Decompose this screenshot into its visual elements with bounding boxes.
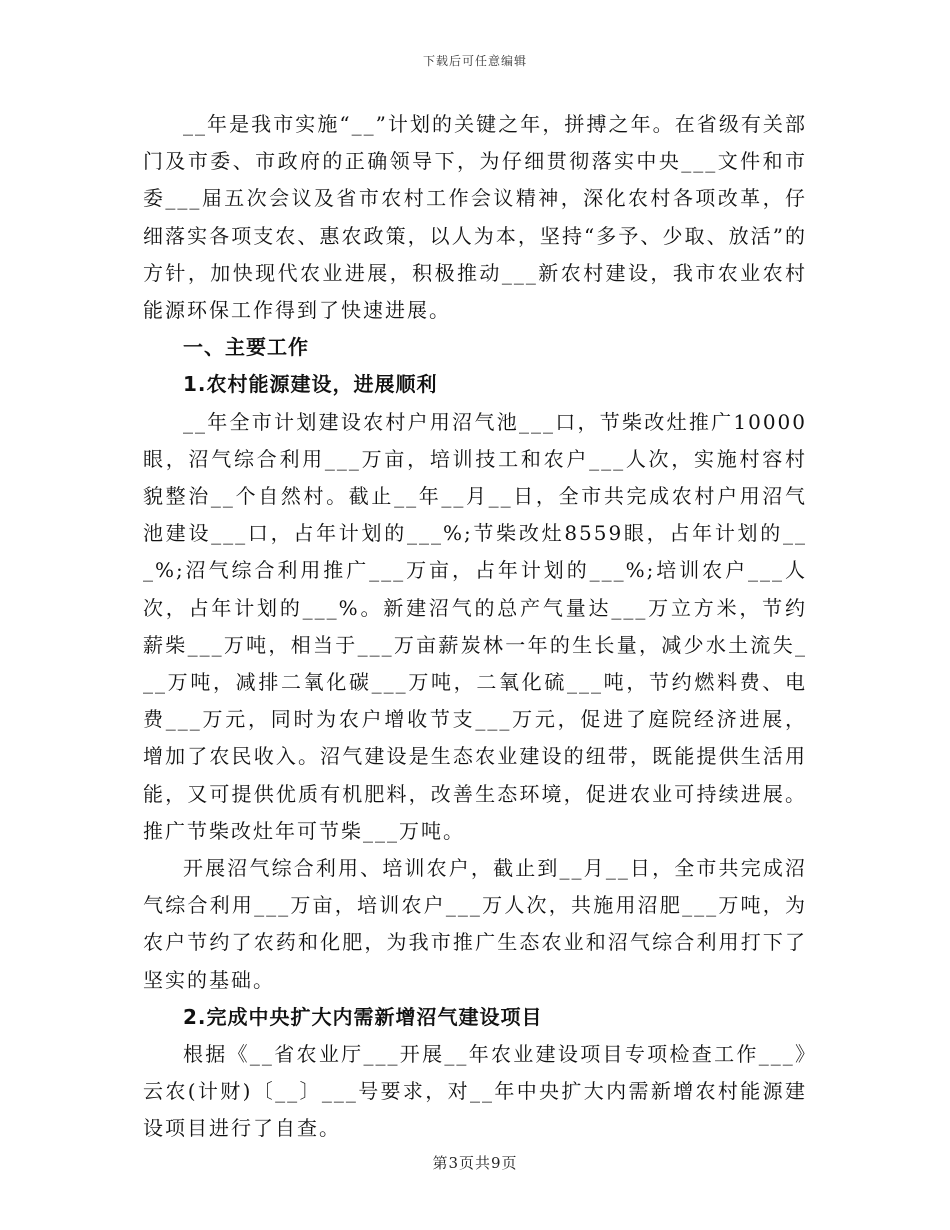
rural-energy-paragraph-1: __年全市计划建设农村户用沼气池___口，节柴改灶推广10000眼，沼气综合利用___万亩，培训技工和农户___人次，实施村容村貌整治__个自然村。截止__年__月__日，全市共完成农村户用沼气池建设___口，占年计划的___%;节柴改灶8559眼，占年计划的___%;沼气综合利用推广___万亩，占年计划的___%;培训农户___人次，占年计划的___%。新建沼气的总产气量达___万立方米，节约薪柴___万吨，相当于___万亩薪炭林一年的生长量，减少水土流失___万吨，减排二氧化碳___万吨，二氧化硫___吨，节约燃料费、电费___万元，同时为农户增收节支___万元，促进了庭院经济进展，增加了农民收入。沼气建设是生态农业建设的纽带，既能提供生活用能，又可提供优质有机肥料，改善生态环境，促进农业可持续进展。推广节柴改灶年可节柴___万吨。 <box>143 409 807 843</box>
rural-energy-paragraph-2: 开展沼气综合利用、培训农户，截止到__月__日，全市共完成沼气综合利用___万亩，培训农户___万人次，共施用沼肥___万吨，为农户节约了农药和化肥，为我市推广生态农业和沼气综合利用打下了坚实的基础。 <box>143 856 807 992</box>
document-body <box>143 106 807 1148</box>
biogas-project-paragraph: 根据《__省农业厅___开展__年农业建设项目专项检查工作___》云农(计财)〔__〕___号要求，对__年中央扩大内需新增农村能源建设项目进行了自查。 <box>143 1042 807 1141</box>
subheading-rural-energy: 1.农村能源建设，进展顺利 <box>183 372 438 397</box>
page-header: 下载后可任意编辑 <box>422 54 527 68</box>
section-heading-main-work: 一、主要工作 <box>183 335 309 360</box>
page-footer: 第3页共9页 <box>432 1154 518 1172</box>
intro-paragraph: __年是我市实施“__”计划的关键之年，拼搏之年。在省级有关部门及市委、市政府的正确领导下，为仔细贯彻落实中央___文件和市委___届五次会议及省市农村工作会议精神，深化农村各项改革，仔细落实各项支农、惠农政策，以人为本，坚持“多予、少取、放活”的方针，加快现代农业进展，积极推动___新农村建设，我市农业农村能源环保工作得到了快速进展。 <box>143 112 807 323</box>
subheading-biogas-project: 2.完成中央扩大内需新增沼气建设项目 <box>183 1004 543 1029</box>
